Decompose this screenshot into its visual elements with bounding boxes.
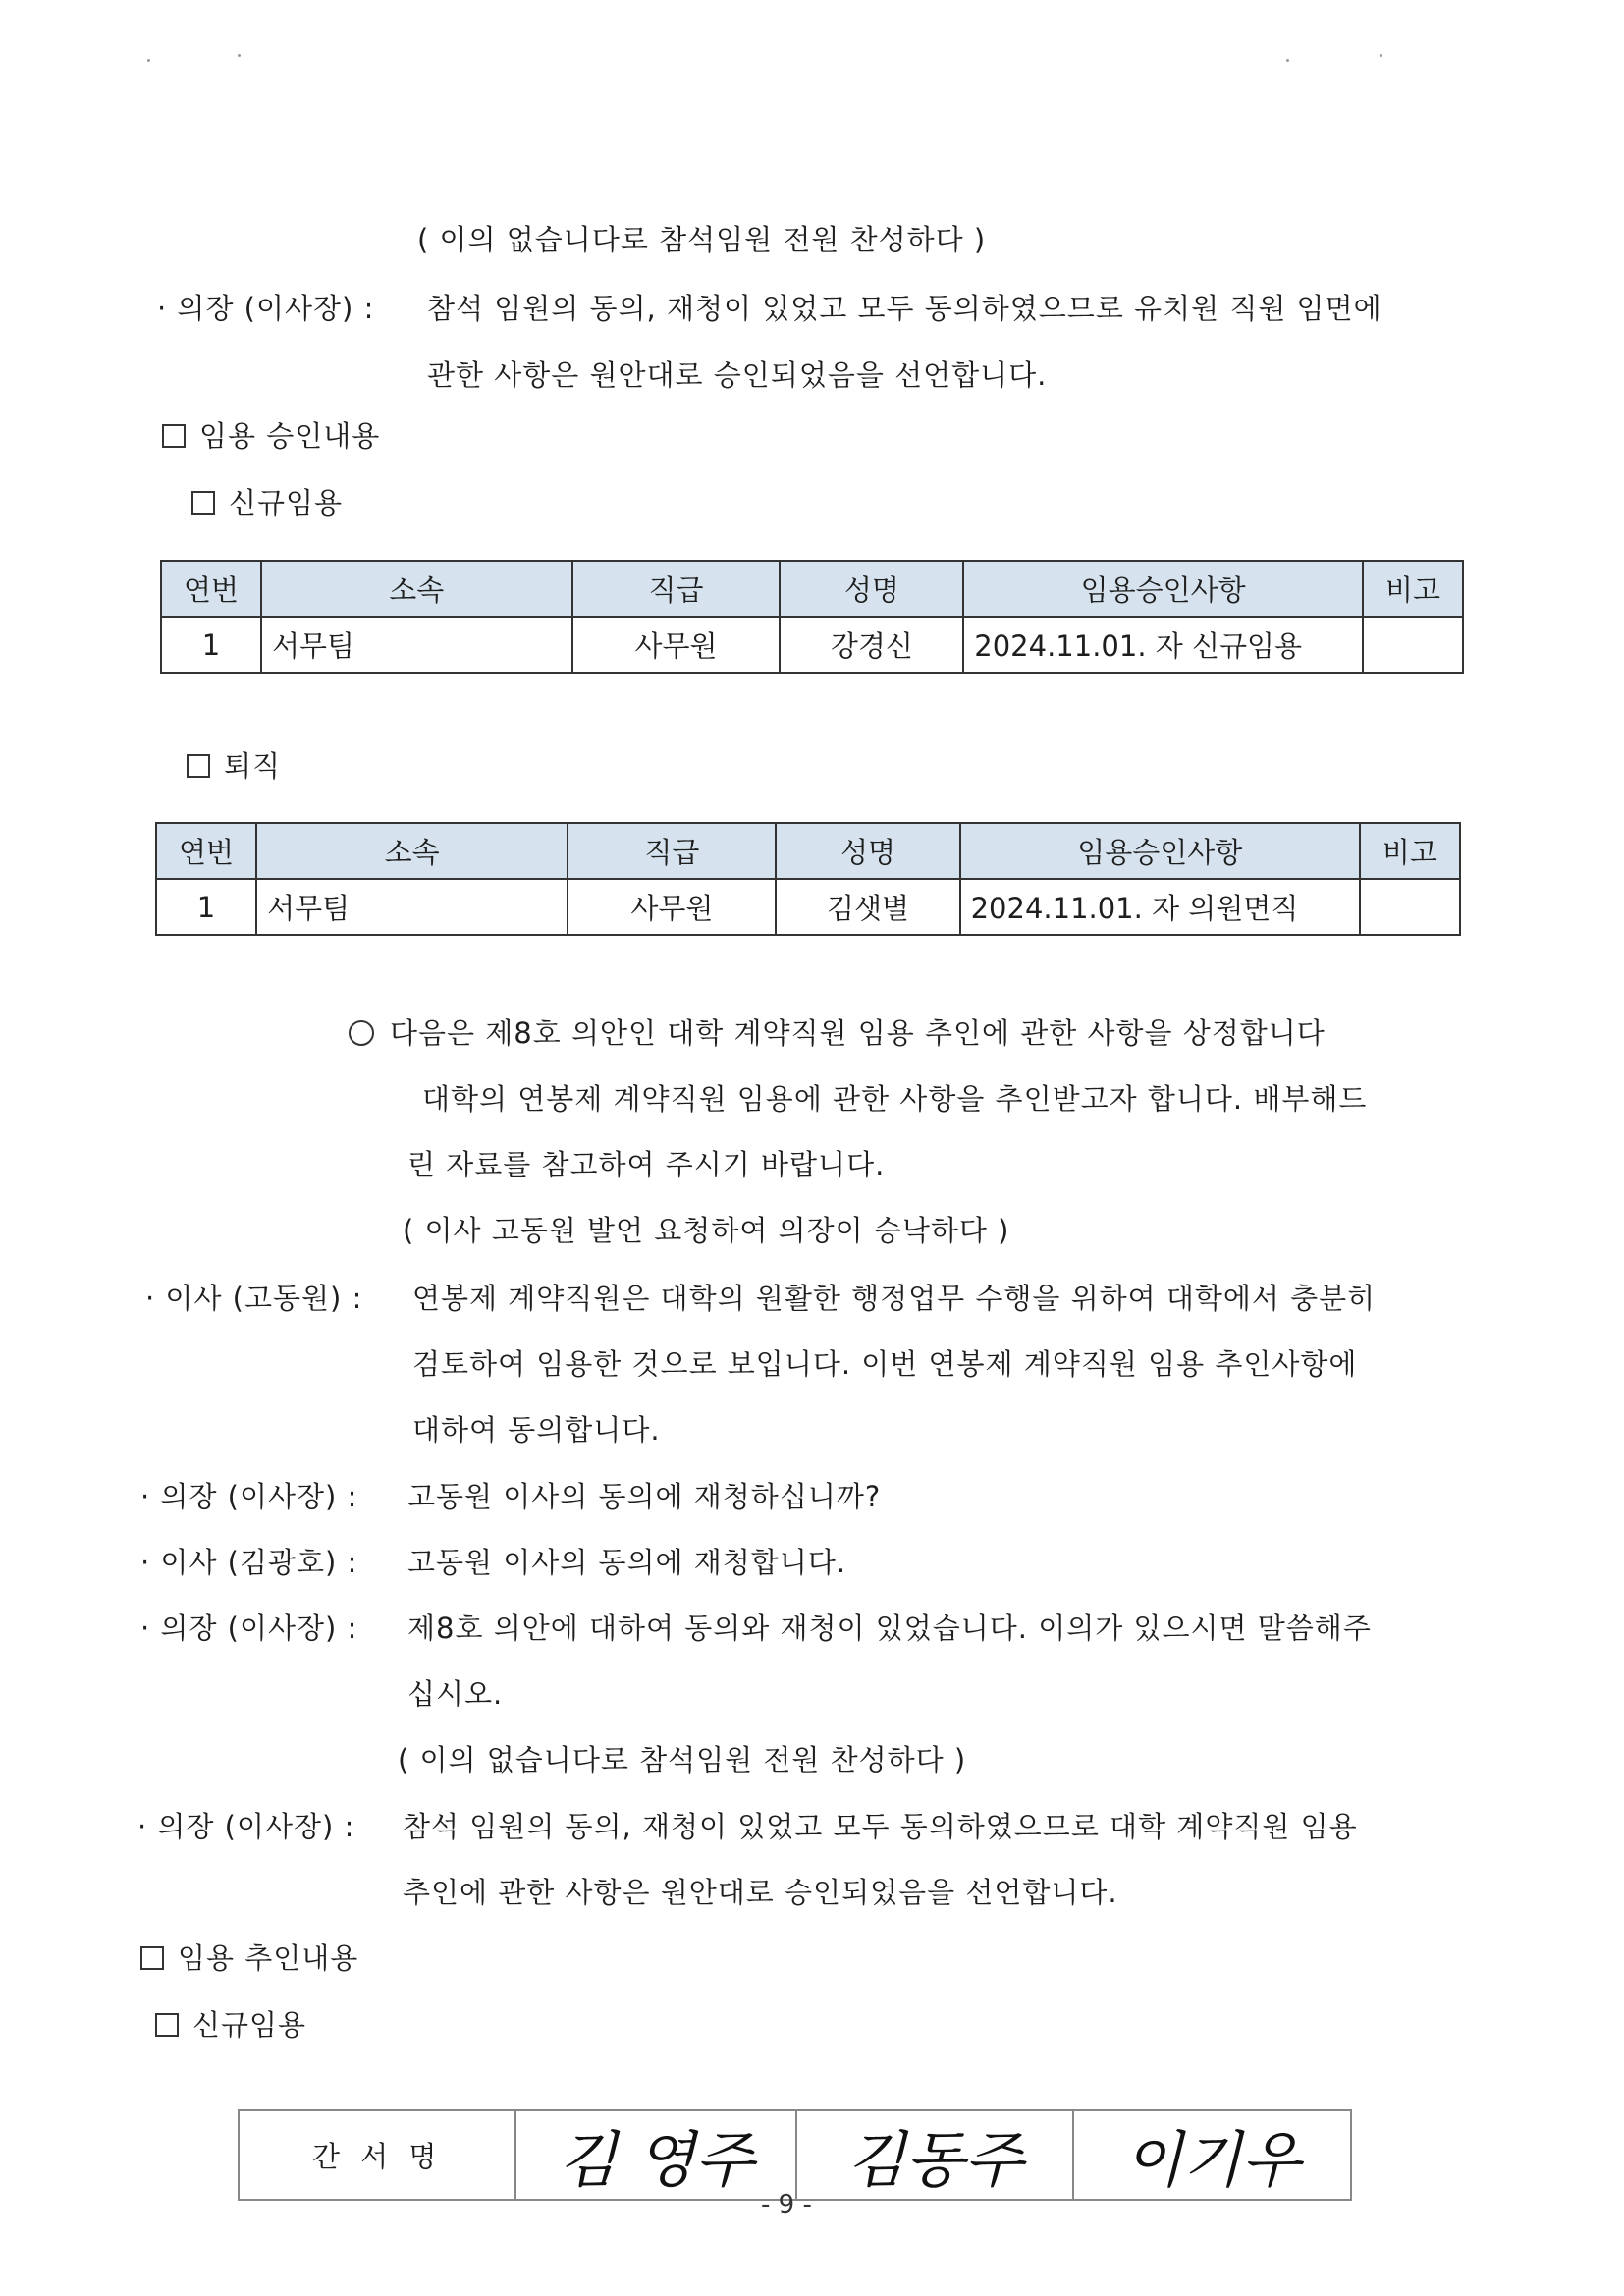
signature-label: 간 서 명 [239,2110,515,2200]
scan-mark [1380,54,1382,57]
scan-mark [1286,59,1289,62]
col-header: 임용승인사항 [960,823,1360,879]
subsection-heading: 신규임용 [155,2003,306,2044]
col-header: 임용승인사항 [963,561,1363,617]
cell-detail: 2024.11.01. 자 신규임용 [963,617,1363,673]
cell-dept: 서무팀 [261,617,572,673]
speech-text: 관한 사항은 원안대로 승인되었음을 선언합니다. [427,358,1048,392]
table-row [156,879,1460,935]
col-header: 소속 [256,823,568,879]
cell-note [1363,617,1463,673]
cell-name: 김샛별 [776,879,959,935]
section-heading: 임용 승인내용 [162,414,380,455]
speaker-label: · 이사 (김광호) : [140,1546,358,1579]
speech-text: 참석 임원의 동의, 재청이 있었고 모두 동의하였으므로 대학 계약직원 임용 [403,1810,1358,1843]
speech-text: 고동원 이사의 동의에 재청합니다. [407,1546,847,1579]
body-text: 대학의 연봉제 계약직원 임용에 관한 사항을 추인받고자 합니다. 배부해드 [422,1082,1368,1116]
col-header: 연번 [161,561,261,617]
speech-text: 고동원 이사의 동의에 재청하십니까? [407,1480,882,1513]
signature-1: 김 영주 [515,2110,796,2200]
speech-text: 참석 임원의 동의, 재청이 있었고 모두 동의하였으므로 유치원 직원 임면에 [427,292,1382,325]
cell-note [1360,879,1460,935]
procedure-note: ( 이사 고동원 발언 요청하여 의장이 승낙하다 ) [403,1214,1010,1247]
body-text: 린 자료를 참고하여 주시기 바랍니다. [407,1148,886,1181]
cell-name: 강경신 [780,617,963,673]
speaker-label: · 이사 (고동원) : [145,1282,363,1315]
new-hire-table [160,560,1464,674]
checkbox-icon [187,754,210,778]
signature-3: 이기우 [1073,2110,1351,2200]
cell-dept: 서무팀 [256,879,568,935]
speech-text: 대하여 동의합니다. [412,1413,661,1447]
scan-mark [147,59,150,62]
speaker-label: · 의장 (이사장) : [157,292,375,325]
col-header: 연번 [156,823,256,879]
speech-text: 검토하여 임용한 것으로 보입니다. 이번 연봉제 계약직원 임용 추인사항에 [412,1347,1358,1381]
checkbox-icon [191,491,215,515]
subsection-heading: 퇴직 [187,744,281,785]
col-header: 직급 [568,823,776,879]
vote-note: ( 이의 없습니다로 참석임원 전원 찬성하다 ) [398,1743,967,1777]
col-header: 비고 [1363,561,1463,617]
speaker-label: · 의장 (이사장) : [137,1810,355,1843]
cell-detail: 2024.11.01. 자 의원면직 [960,879,1360,935]
checkbox-icon [140,1946,164,1970]
speaker-label: · 의장 (이사장) : [140,1480,358,1513]
cell-no: 1 [161,617,261,673]
speaker-label: · 의장 (이사장) : [140,1612,358,1645]
cell-no: 1 [156,879,256,935]
vote-note: ( 이의 없습니다로 참석임원 전원 찬성하다 ) [417,223,987,256]
retirement-table [155,822,1461,936]
speech-text: 추인에 관한 사항은 원안대로 승인되었음을 선언합니다. [403,1876,1118,1909]
table-row [161,617,1463,673]
signature-table [238,2109,1352,2201]
page-number: - 9 - [761,2190,812,2219]
col-header: 비고 [1360,823,1460,879]
signature-2: 김동주 [796,2110,1074,2200]
table-header-row [161,561,1463,617]
scan-mark [238,54,241,57]
circle-bullet-icon [349,1020,374,1046]
checkbox-icon [162,424,186,448]
speech-text: 십시오. [407,1677,504,1711]
cell-rank: 사무원 [568,879,776,935]
col-header: 직급 [572,561,781,617]
speech-text: 제8호 의안에 대하여 동의와 재청이 있었습니다. 이의가 있으시면 말씀해주 [407,1612,1372,1645]
checkbox-icon [155,2013,179,2037]
table-header-row [156,823,1460,879]
col-header: 성명 [776,823,959,879]
col-header: 소속 [261,561,572,617]
agenda-item: 다음은 제8호 의안인 대학 계약직원 임용 추인에 관한 사항을 상정합니다 [349,1011,1326,1052]
subsection-heading: 신규임용 [191,481,343,521]
cell-rank: 사무원 [572,617,781,673]
col-header: 성명 [780,561,963,617]
section-heading: 임용 추인내용 [140,1937,358,1977]
speech-text: 연봉제 계약직원은 대학의 원활한 행정업무 수행을 위하여 대학에서 충분히 [412,1282,1377,1315]
